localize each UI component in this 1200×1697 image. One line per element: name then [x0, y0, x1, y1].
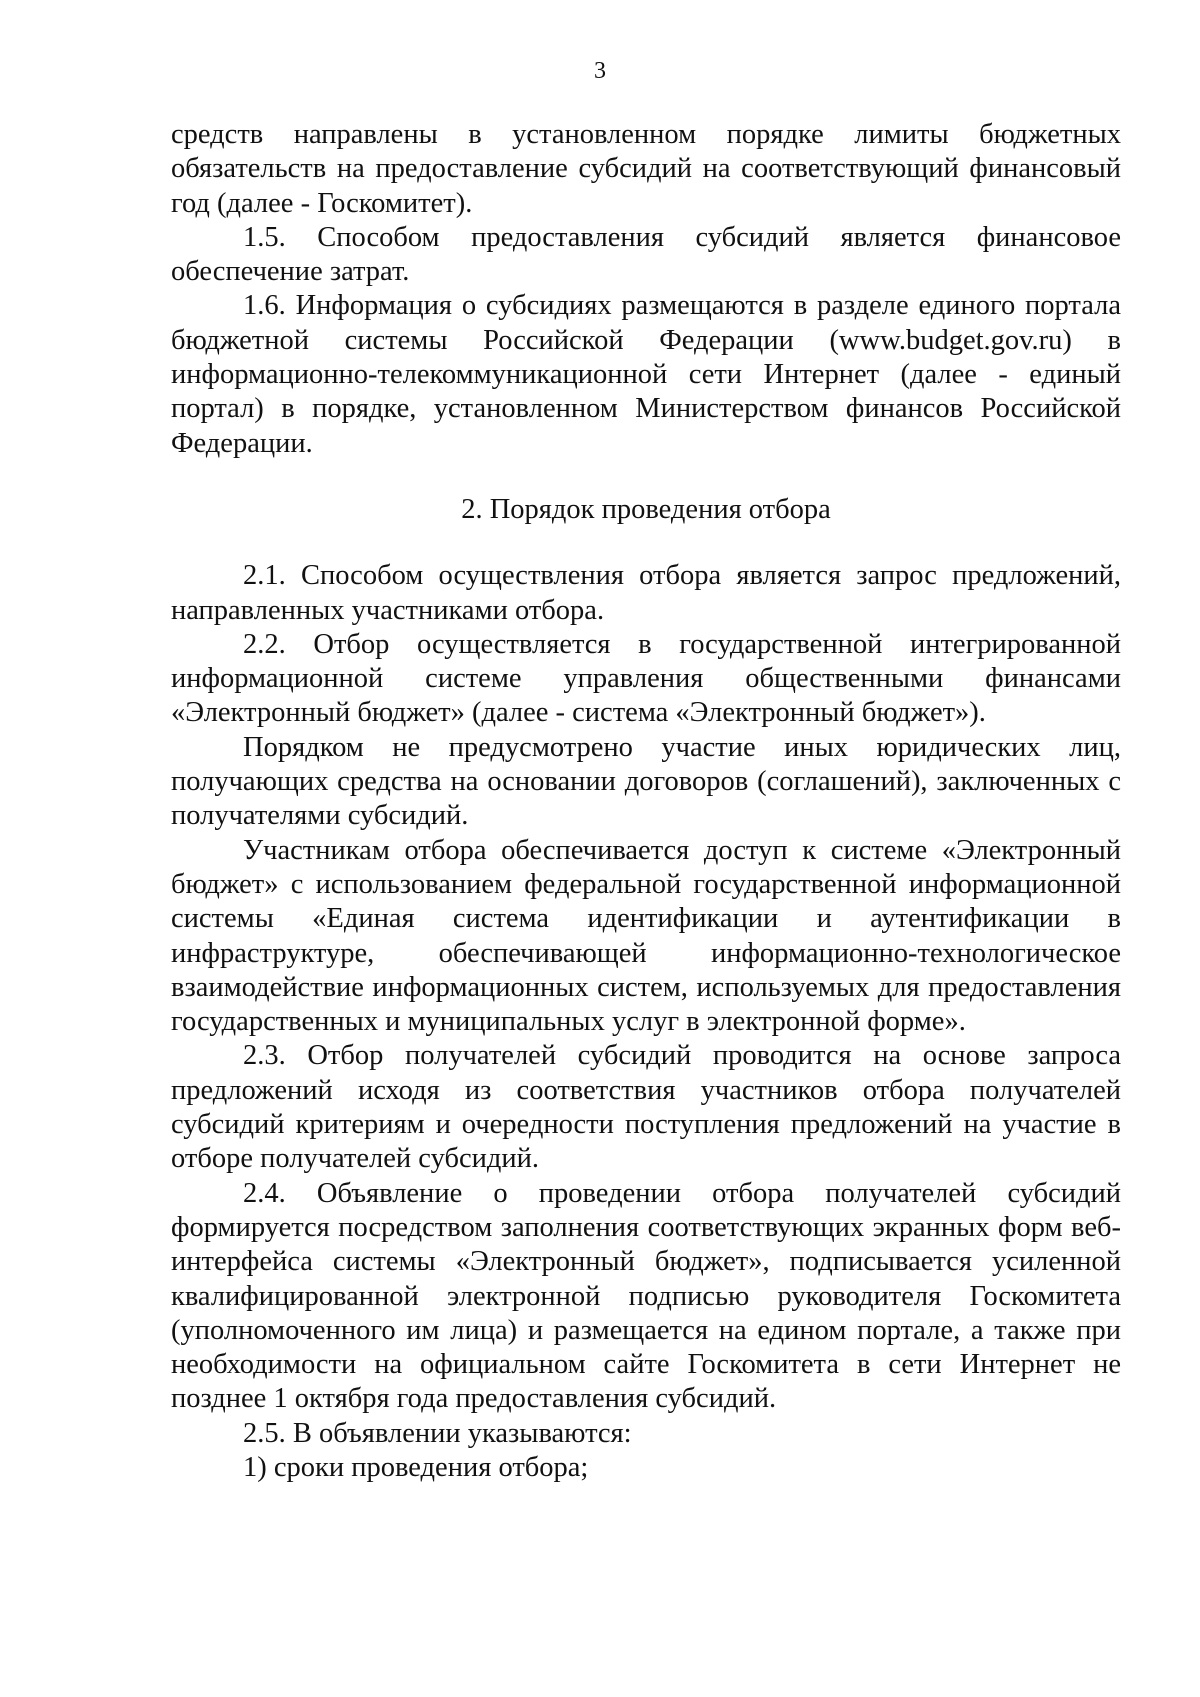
paragraph-access: Участникам отбора обеспечивается доступ к системе «Электронный бюджет» с использованием федеральной государственной информационной системы «Единая система идентификации и аутентификации в инфраструктуре, обеспечивающей информационно-технологическое взаимодействие информационных систем, используемых для предоставления государственных и муниципальных услуг в электронной форме».: [171, 834, 1121, 1038]
document-body: [171, 118, 1121, 1485]
paragraph-2-1: 2.1. Способом осуществления отбора является запрос предложений, направленных участниками отбора.: [171, 560, 1121, 626]
paragraph-participation: Порядком не предусмотрено участие иных юридических лиц, получающих средства на основании договоров (соглашений), заключенных с получателями субсидий.: [171, 731, 1121, 832]
paragraph-2-3: 2.3. Отбор получателей субсидий проводится на основе запроса предложений исходя из соответствия участников отбора получателей субсидий критериям и очередности поступления предложений на участие в отборе получателей субсидий.: [171, 1040, 1121, 1175]
section-heading: 2. Порядок проведения отбора: [461, 493, 831, 525]
list-item-1: 1) сроки проведения отбора;: [243, 1451, 589, 1483]
paragraph-2-5: 2.5. В объявлении указываются:: [243, 1417, 632, 1449]
page-number: 3: [594, 58, 606, 84]
paragraph-1-6: 1.6. Информация о субсидиях размещаются в разделе единого портала бюджетной системы Российской Федерации (www.budget.gov.ru) в информационно-телекоммуникационной сети Интернет (далее - единый портал) в порядке, установленном Министерством финансов Российской Федерации.: [171, 290, 1121, 459]
paragraph-2-4: 2.4. Объявление о проведении отбора получателей субсидий формируется посредством заполнения соответствующих экранных форм веб-интерфейса системы «Электронный бюджет», подписывается усиленной квалифицированной электронной подписью руководителя Госкомитета (уполномоченного им лица) и размещается на едином портале, а также при необходимости на официальном сайте Госкомитета в сети Интернет не позднее 1 октября года предоставления субсидий.: [171, 1177, 1121, 1415]
paragraph-2-2: 2.2. Отбор осуществляется в государственной интегрированной информационной системе управления общественными финансами «Электронный бюджет» (далее - система «Электронный бюджет»).: [171, 628, 1121, 729]
paragraph-1-5: 1.5. Способом предоставления субсидий является финансовое обеспечение затрат.: [171, 221, 1121, 288]
paragraph-continuation: средств направлены в установленном порядке лимиты бюджетных обязательств на предоставление субсидий на соответствующий финансовый год (далее - Госкомитет).: [171, 119, 1121, 219]
